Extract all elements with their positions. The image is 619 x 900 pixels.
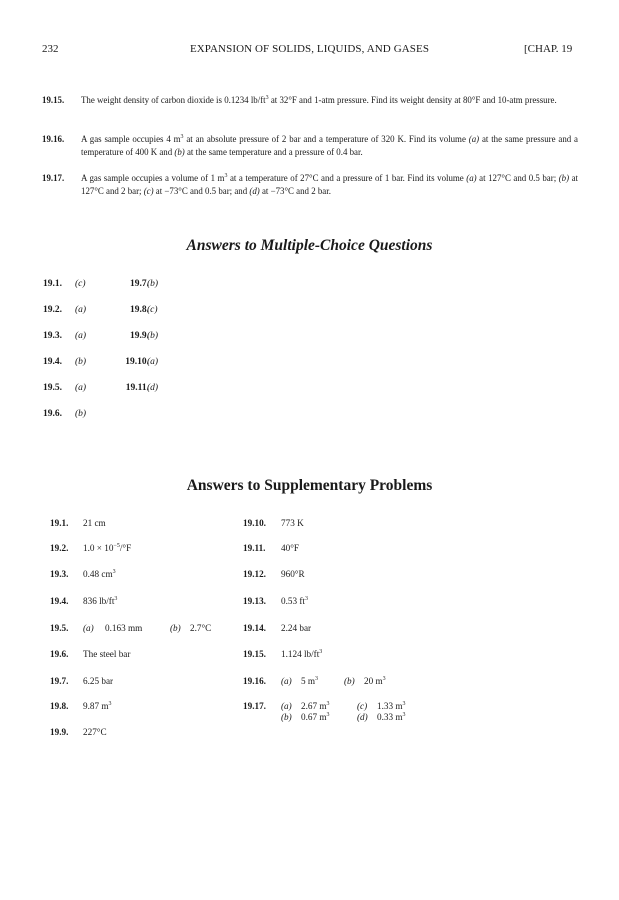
problem-text: The weight density of carbon dioxide is 0.1234 $lb/ft^3$ at 32°F and 1-atm pressure. Find its weight density at 80°F and 10-atm pressure. [81, 95, 557, 105]
problem-19-17 [42, 172, 578, 197]
chapter-label: [CHAP. 19 [524, 43, 573, 55]
problem-text: A gas sample occupies 4 $m^3$ at an absolute pressure of 2 bar and a temperature of 320 K. Find its volume (a) at the same pressure and a temperature of 400 K and (b) at the same temperature and a pressure of 0.4 bar. [81, 134, 578, 157]
problem-number: 19.15. [42, 95, 65, 105]
running-title: EXPANSION OF SOLIDS, LIQUIDS, AND GASES [189, 43, 430, 55]
mcq-heading: Answers to Multiple-Choice Questions [186, 237, 433, 254]
page-number: 232 [42, 43, 59, 55]
problem-number: 19.17. [42, 173, 65, 183]
supplementary-heading: Answers to Supplementary Problems [186, 477, 433, 494]
problem-text: A gas sample occupies a volume of 1 $m^3$ at a temperature of 27°C and a pressure of 1 bar. Find its volume (a) at 127°C and 0.5 bar; (b) at 127°C and 2 bar; (c) at −73°C and 0.5 bar; and (d) at −73°C and 2 bar. [81, 173, 578, 196]
problem-number: 19.16. [42, 134, 65, 144]
problem-19-16 [42, 133, 578, 158]
problem-19-15 [42, 94, 578, 107]
